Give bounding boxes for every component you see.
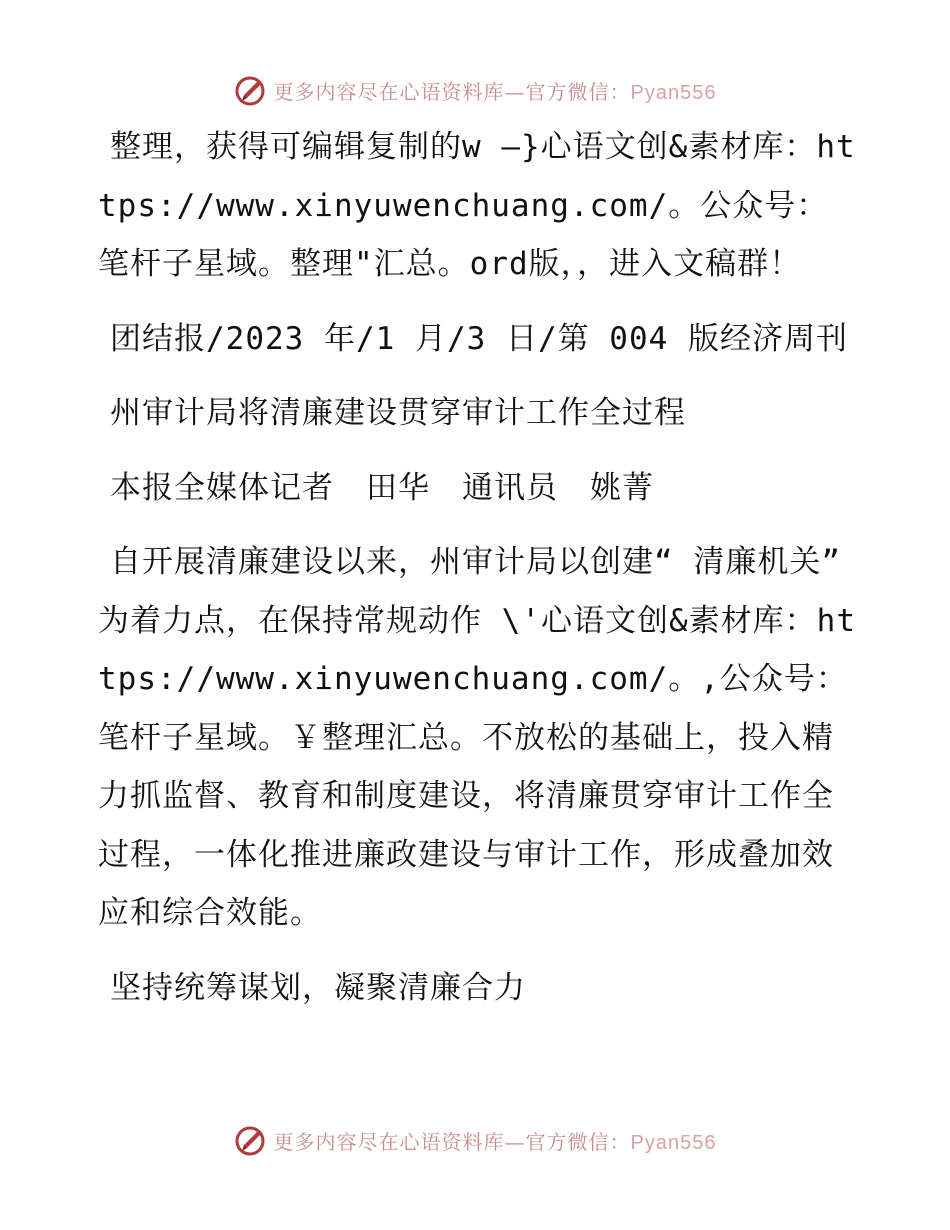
article-title: 州审计局将清廉建设贯穿审计工作全过程 [110,395,686,431]
watermark-inner [234,1123,717,1157]
pen-seal-logo-icon [234,73,268,107]
watermark-text: 更多内容尽在心语资料库—官方微信：Pyan556 [273,79,717,104]
source-line: 团结报/2023 年/1 月/3 日/第 004 版经济周刊 [110,320,848,357]
section-heading: 坚持统筹谋划，凝聚清廉合力 [110,969,526,1006]
pen-seal-logo-icon [234,1123,268,1157]
watermark-text: 更多内容尽在心语资料库—官方微信：Pyan556 [273,1129,717,1154]
byline: 本报全媒体记者 田华 通讯员 姚菁 [110,469,654,506]
body-paragraph: 自开展清廉建设以来，州审计局以创建“ 清廉机关” 为着力点，在保持常规动作 \'心语文创&素材库：https://www.xinyuwenchuang.com/。,公众号：笔杆子星域。￥整理汇总。不放松的基础上，投入精力抓监督、教育和制度建设，将清廉贯穿审计工作全过程，一体化推进廉政建设与审计工作，形成叠加效应和综合效能。 [98,544,856,931]
intro-paragraph: 整理，获得可编辑复制的w —}心语文创&素材库：https://www.xinyuwenchuang.com/。公众号：笔杆子星域。整理"汇总。ord版，，进入文稿群！ [98,129,856,282]
document-body [98,118,858,1033]
watermark-banner-top [0,70,950,110]
watermark-banner-bottom [0,1120,950,1160]
watermark-inner [234,73,717,107]
